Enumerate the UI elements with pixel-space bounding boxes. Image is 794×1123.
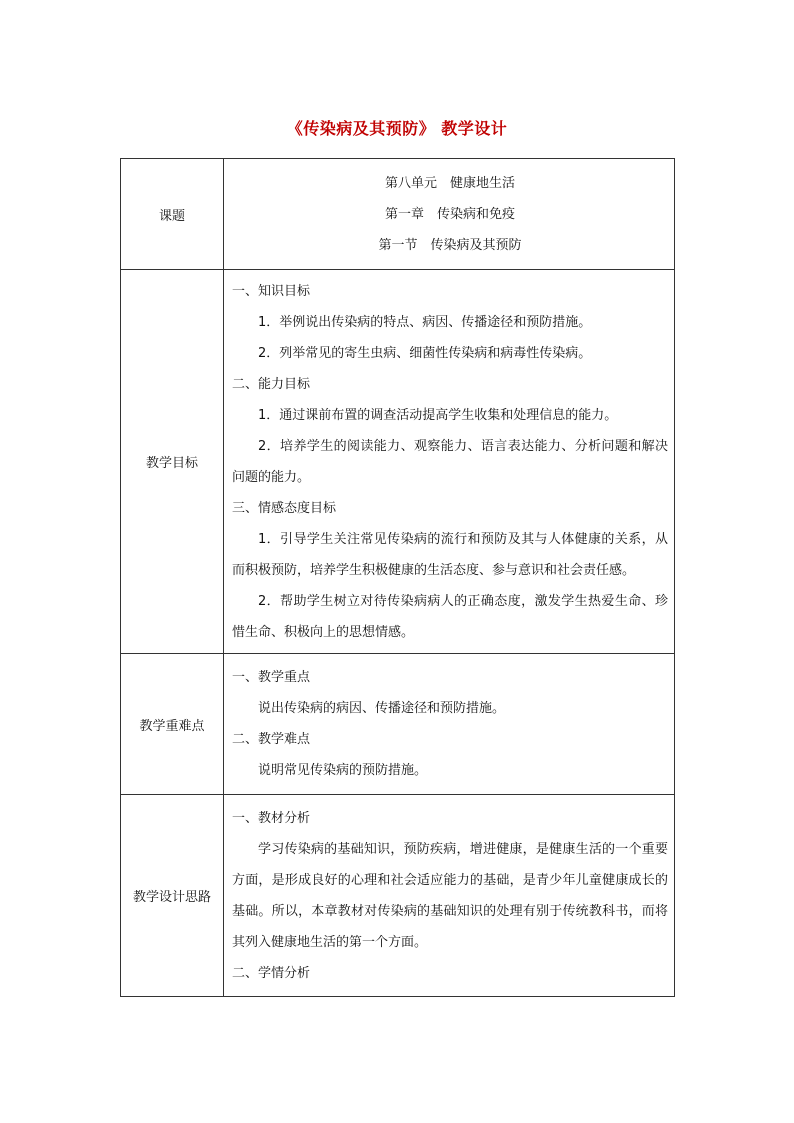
document-title: 《传染病及其预防》 教学设计 [286,119,508,138]
material-analysis-text: 学习传染病的基础知识，预防疾病，增进健康，是健康生活的一个重要方面，是形成良好的心理和社会适应能力的基础，是青少年儿童健康成长的基础。所以，本章教材对传染病的基础知识的处理有别于传统教科书，而将其列入健康地生活的第一个方面。 [232,841,668,950]
table-row-topic [121,159,675,270]
row-label-keypoints: 教学重难点 [121,654,224,795]
chapter-line: 第一章 传染病和免疫 [384,206,515,222]
material-analysis-heading: 一、教材分析 [232,810,311,826]
goals-content [224,270,675,654]
key-point-heading: 一、教学重点 [232,670,311,685]
attitude-goal-1: 1．引导学生关注常见传染病的流行和预防及其与人体健康的关系，从而积极预防，培养学生积极健康的生活态度、参与意识和社会责任感。 [232,531,668,578]
section-line: 第一节 传染病及其预防 [378,237,522,253]
unit-line: 第八单元 健康地生活 [384,175,515,191]
knowledge-goal-heading: 一、知识目标 [232,283,311,299]
keypoints-content [224,654,675,795]
row-label-goals: 教学目标 [121,270,224,654]
attitude-goal-heading: 三、情感态度目标 [232,500,337,516]
lesson-plan-table [120,158,675,997]
ability-goal-2: 2．培养学生的阅读能力、观察能力、语言表达能力、分析问题和解决问题的能力。 [232,438,668,485]
row-label-topic: 课题 [121,159,224,270]
design-content [224,795,675,997]
difficulty-text: 说明常见传染病的预防措施。 [258,763,428,778]
ability-goal-1: 1．通过课前布置的调查活动提高学生收集和处理信息的能力。 [258,407,618,423]
topic-content [224,159,675,270]
difficulty-heading: 二、教学难点 [232,732,311,747]
table-row-keypoints [121,654,675,795]
knowledge-goal-2: 2．列举常见的寄生虫病、细菌性传染病和病毒性传染病。 [258,345,592,361]
key-point-text: 说出传染病的病因、传播途径和预防措施。 [258,701,506,716]
ability-goal-heading: 二、能力目标 [232,376,311,392]
table-row-design [121,795,675,997]
attitude-goal-2: 2．帮助学生树立对待传染病病人的正确态度，激发学生热爱生命、珍惜生命、积极向上的思想情感。 [232,593,668,640]
student-analysis-heading: 二、学情分析 [232,965,311,981]
knowledge-goal-1: 1．举例说出传染病的特点、病因、传播途径和预防措施。 [258,314,592,330]
table-row-goals [121,270,675,654]
row-label-design: 教学设计思路 [121,795,224,997]
